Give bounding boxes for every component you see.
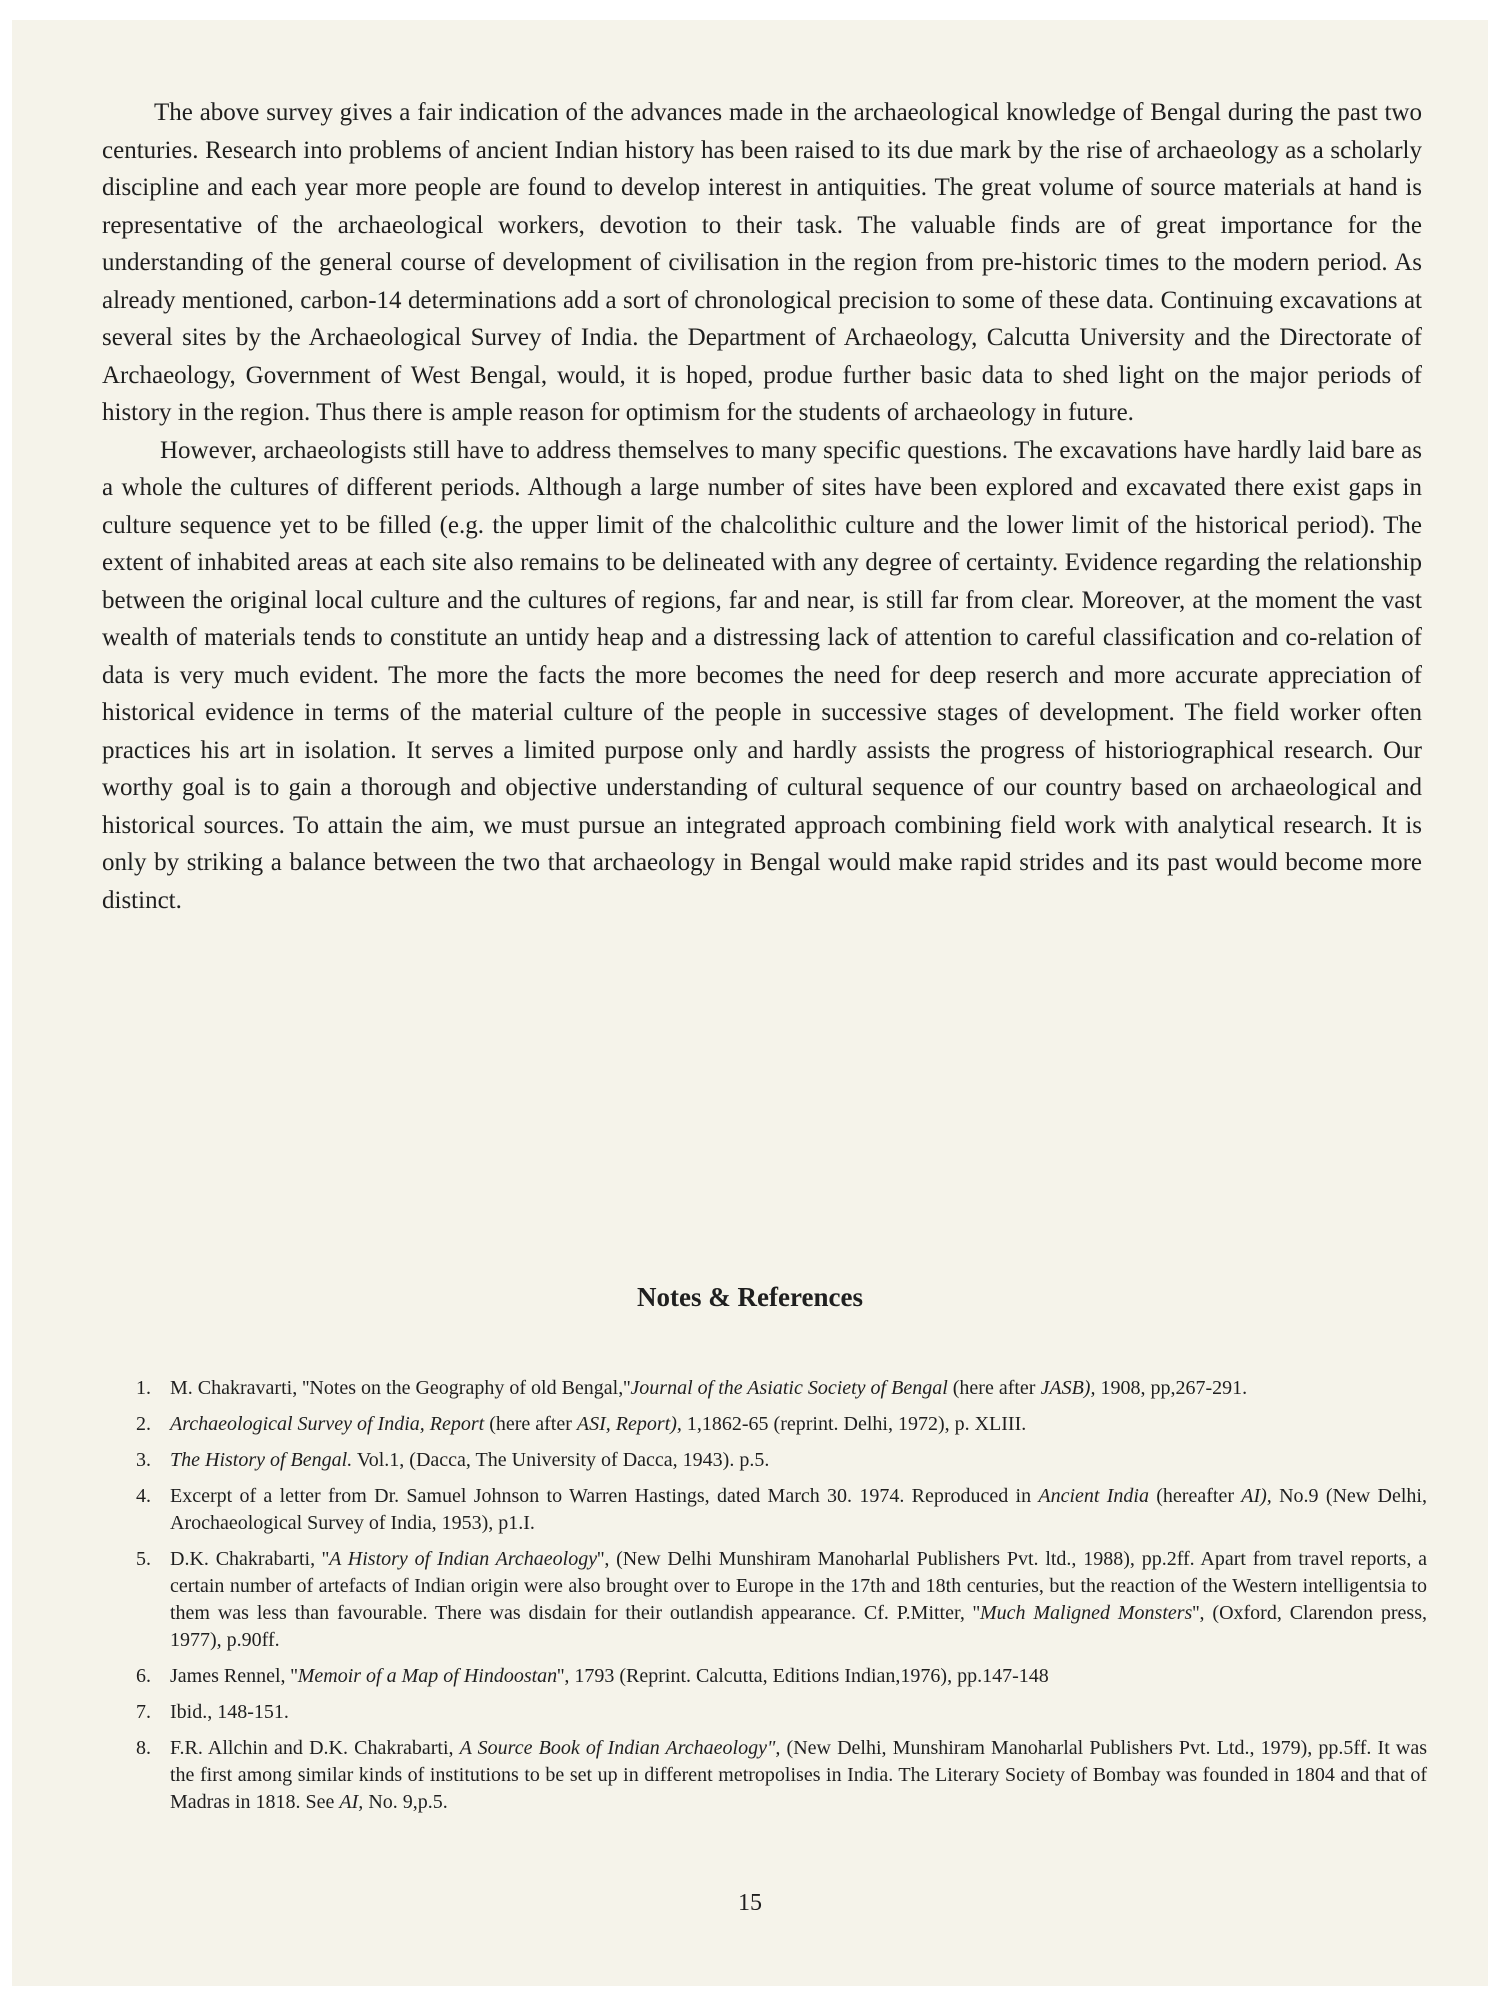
reference-title: The History of Bengal. <box>170 1449 353 1471</box>
reference-number: 2. <box>136 1413 151 1435</box>
reference-item <box>102 1447 1427 1474</box>
document-page <box>12 20 1488 1986</box>
reference-segment: Vol.1, (Dacca, The University of Dacca, 1943). p.5. <box>352 1449 770 1471</box>
references-list <box>102 1375 1427 1825</box>
reference-title: Archaeological Survey of India, Report <box>170 1413 485 1435</box>
reference-number: 3. <box>136 1449 151 1471</box>
reference-item <box>102 1546 1427 1654</box>
reference-number: 7. <box>136 1701 151 1723</box>
reference-segment: F.R. Allchin and D.K. Chakrabarti, <box>170 1737 460 1759</box>
reference-segment: 1,1862-65 (reprint. Delhi, 1972), p. XLIII. <box>681 1413 1027 1435</box>
reference-item <box>102 1483 1427 1537</box>
reference-text <box>170 1485 1427 1534</box>
reference-item <box>102 1699 1427 1726</box>
reference-title: JASB), <box>1040 1377 1096 1399</box>
notes-heading: Notes & References <box>637 1282 863 1312</box>
reference-text <box>170 1548 1427 1651</box>
reference-segment: '', (New Delhi Munshiram Manoharlal Publishers Pvt. ltd., 1988), pp.2ff. Apart from travel reports, a certain number of artefacts of Indian origin were also brought over to Europe in the 17th and 18th centuries, but the reaction of the Western intelligentsia to them was less than favourable. There was disdain for their outlandish appearance. Cf. P.Mitter, '' <box>170 1548 1428 1624</box>
reference-text <box>170 1737 1427 1813</box>
reference-title: Journal of the Asiatic Society of Bengal <box>630 1377 948 1399</box>
reference-segment: James Rennel, '' <box>170 1665 298 1687</box>
reference-item <box>102 1411 1427 1438</box>
reference-text <box>170 1377 1247 1399</box>
reference-title: Memoir of a Map of Hindoostan <box>297 1665 558 1687</box>
reference-segment: Ibid., 148-151. <box>170 1701 289 1723</box>
reference-title: Ancient India <box>1038 1485 1149 1507</box>
reference-segment: (here after <box>484 1413 577 1435</box>
reference-number: 6. <box>136 1665 151 1687</box>
reference-number: 5. <box>136 1548 151 1570</box>
reference-segment: (hereafter <box>1148 1485 1242 1507</box>
reference-segment: M. Chakravarti, ''Notes on the Geography of old Bengal,'' <box>170 1377 631 1399</box>
reference-segment: (New Delhi, Munshiram Manoharlal Publishers Pvt. Ltd., 1979), pp.5ff. It was the first among similar kinds of institutions to be set up in different metropolises in India. The Literary Society of Bombay was founded in 1804 and that of Madras in 1818. See <box>170 1737 1427 1813</box>
reference-text <box>170 1413 1026 1435</box>
reference-segment: No. 9,p.5. <box>363 1791 448 1813</box>
reference-text <box>170 1701 289 1723</box>
reference-segment: '', (Oxford, Clarendon press, 1977), p.90ff. <box>170 1602 1427 1651</box>
reference-title: Much Maligned Monsters <box>979 1602 1193 1624</box>
reference-title: A Source Book of Indian Archaeology", <box>459 1737 781 1759</box>
reference-title: ASI, Report), <box>576 1413 682 1435</box>
reference-title: AI, <box>339 1791 364 1813</box>
reference-segment: 1908, pp,267-291. <box>1095 1377 1248 1399</box>
page-number: 15 <box>738 1890 762 1916</box>
reference-number: 1. <box>136 1377 151 1399</box>
reference-number: 8. <box>136 1737 151 1759</box>
reference-text <box>170 1449 769 1471</box>
reference-segment: No.9 (New Delhi, Arochaeological Survey of India, 1953), p1.I. <box>170 1485 1427 1534</box>
reference-item <box>102 1375 1427 1402</box>
reference-segment: D.K. Chakrabarti, '' <box>170 1548 330 1570</box>
reference-item <box>102 1663 1427 1690</box>
body-paragraph-1: The above survey gives a fair indication of the advances made in the archaeological knowledge of Bengal during the past two centuries. Research into problems of ancient Indian history has been raised to its due mark by the rise of archaeology as a scholarly discipline and each year more people are found to develop interest in antiquities. The great volume of source materials at hand is representative of the archaeological workers, devotion to their task. The valuable finds are of great importance for the understanding of the general course of development of civilisation in the region from pre-historic times to the modern period. As already mentioned, carbon-14 determinations add a sort of chronological precision to some of these data. Continuing excavations at several sites by the Archaeological Survey of India. the Department of Archaeology, Calcutta University and the Directorate of Archaeology, Government of West Bengal, would, it is hoped, produe further basic data to shed light on the major periods of history in the region. Thus there is ample reason for optimism for the students of archaeology in future. <box>102 99 1422 426</box>
reference-title: A History of Indian Archaeology <box>329 1548 598 1570</box>
reference-segment: '', 1793 (Reprint. Calcutta, Editions Indian,1976), pp.147-148 <box>557 1665 1049 1687</box>
reference-item <box>102 1735 1427 1816</box>
body-text <box>102 94 1422 919</box>
reference-segment: Excerpt of a letter from Dr. Samuel Johnson to Warren Hastings, dated March 30. 1974. Reproduced in <box>170 1485 1039 1507</box>
reference-text <box>170 1665 1049 1687</box>
reference-segment: (here after <box>947 1377 1041 1399</box>
reference-number: 4. <box>136 1485 151 1507</box>
reference-title: AI), <box>1241 1485 1272 1507</box>
body-paragraph-2: However, archaeologists still have to address themselves to many specific questions. The excavations have hardly laid bare as a whole the cultures of different periods. Although a large number of sites have been explored and excavated there exist gaps in culture sequence yet to be filled (e.g. the upper limit of the chalcolithic culture and the lower limit of the historical period). The extent of inhabited areas at each site also remains to be delineated with any degree of certainty. Evidence regarding the relationship between the original local culture and the cultures of regions, far and near, is still far from clear. Moreover, at the moment the vast wealth of materials tends to constitute an untidy heap and a distressing lack of attention to careful classification and co-relation of data is very much evident. The more the facts the more becomes the need for deep reserch and more accurate appreciation of historical evidence in terms of the material culture of the people in successive stages of development. The field worker often practices his art in isolation. It serves a limited purpose only and hardly assists the progress of historiographical research. Our worthy goal is to gain a thorough and objective understanding of cultural sequence of our country based on archaeological and historical sources. To attain the aim, we must pursue an integrated approach combining field work with analytical research. It is only by striking a balance between the two that archaeology in Bengal would make rapid strides and its past would become more distinct. <box>102 436 1422 914</box>
